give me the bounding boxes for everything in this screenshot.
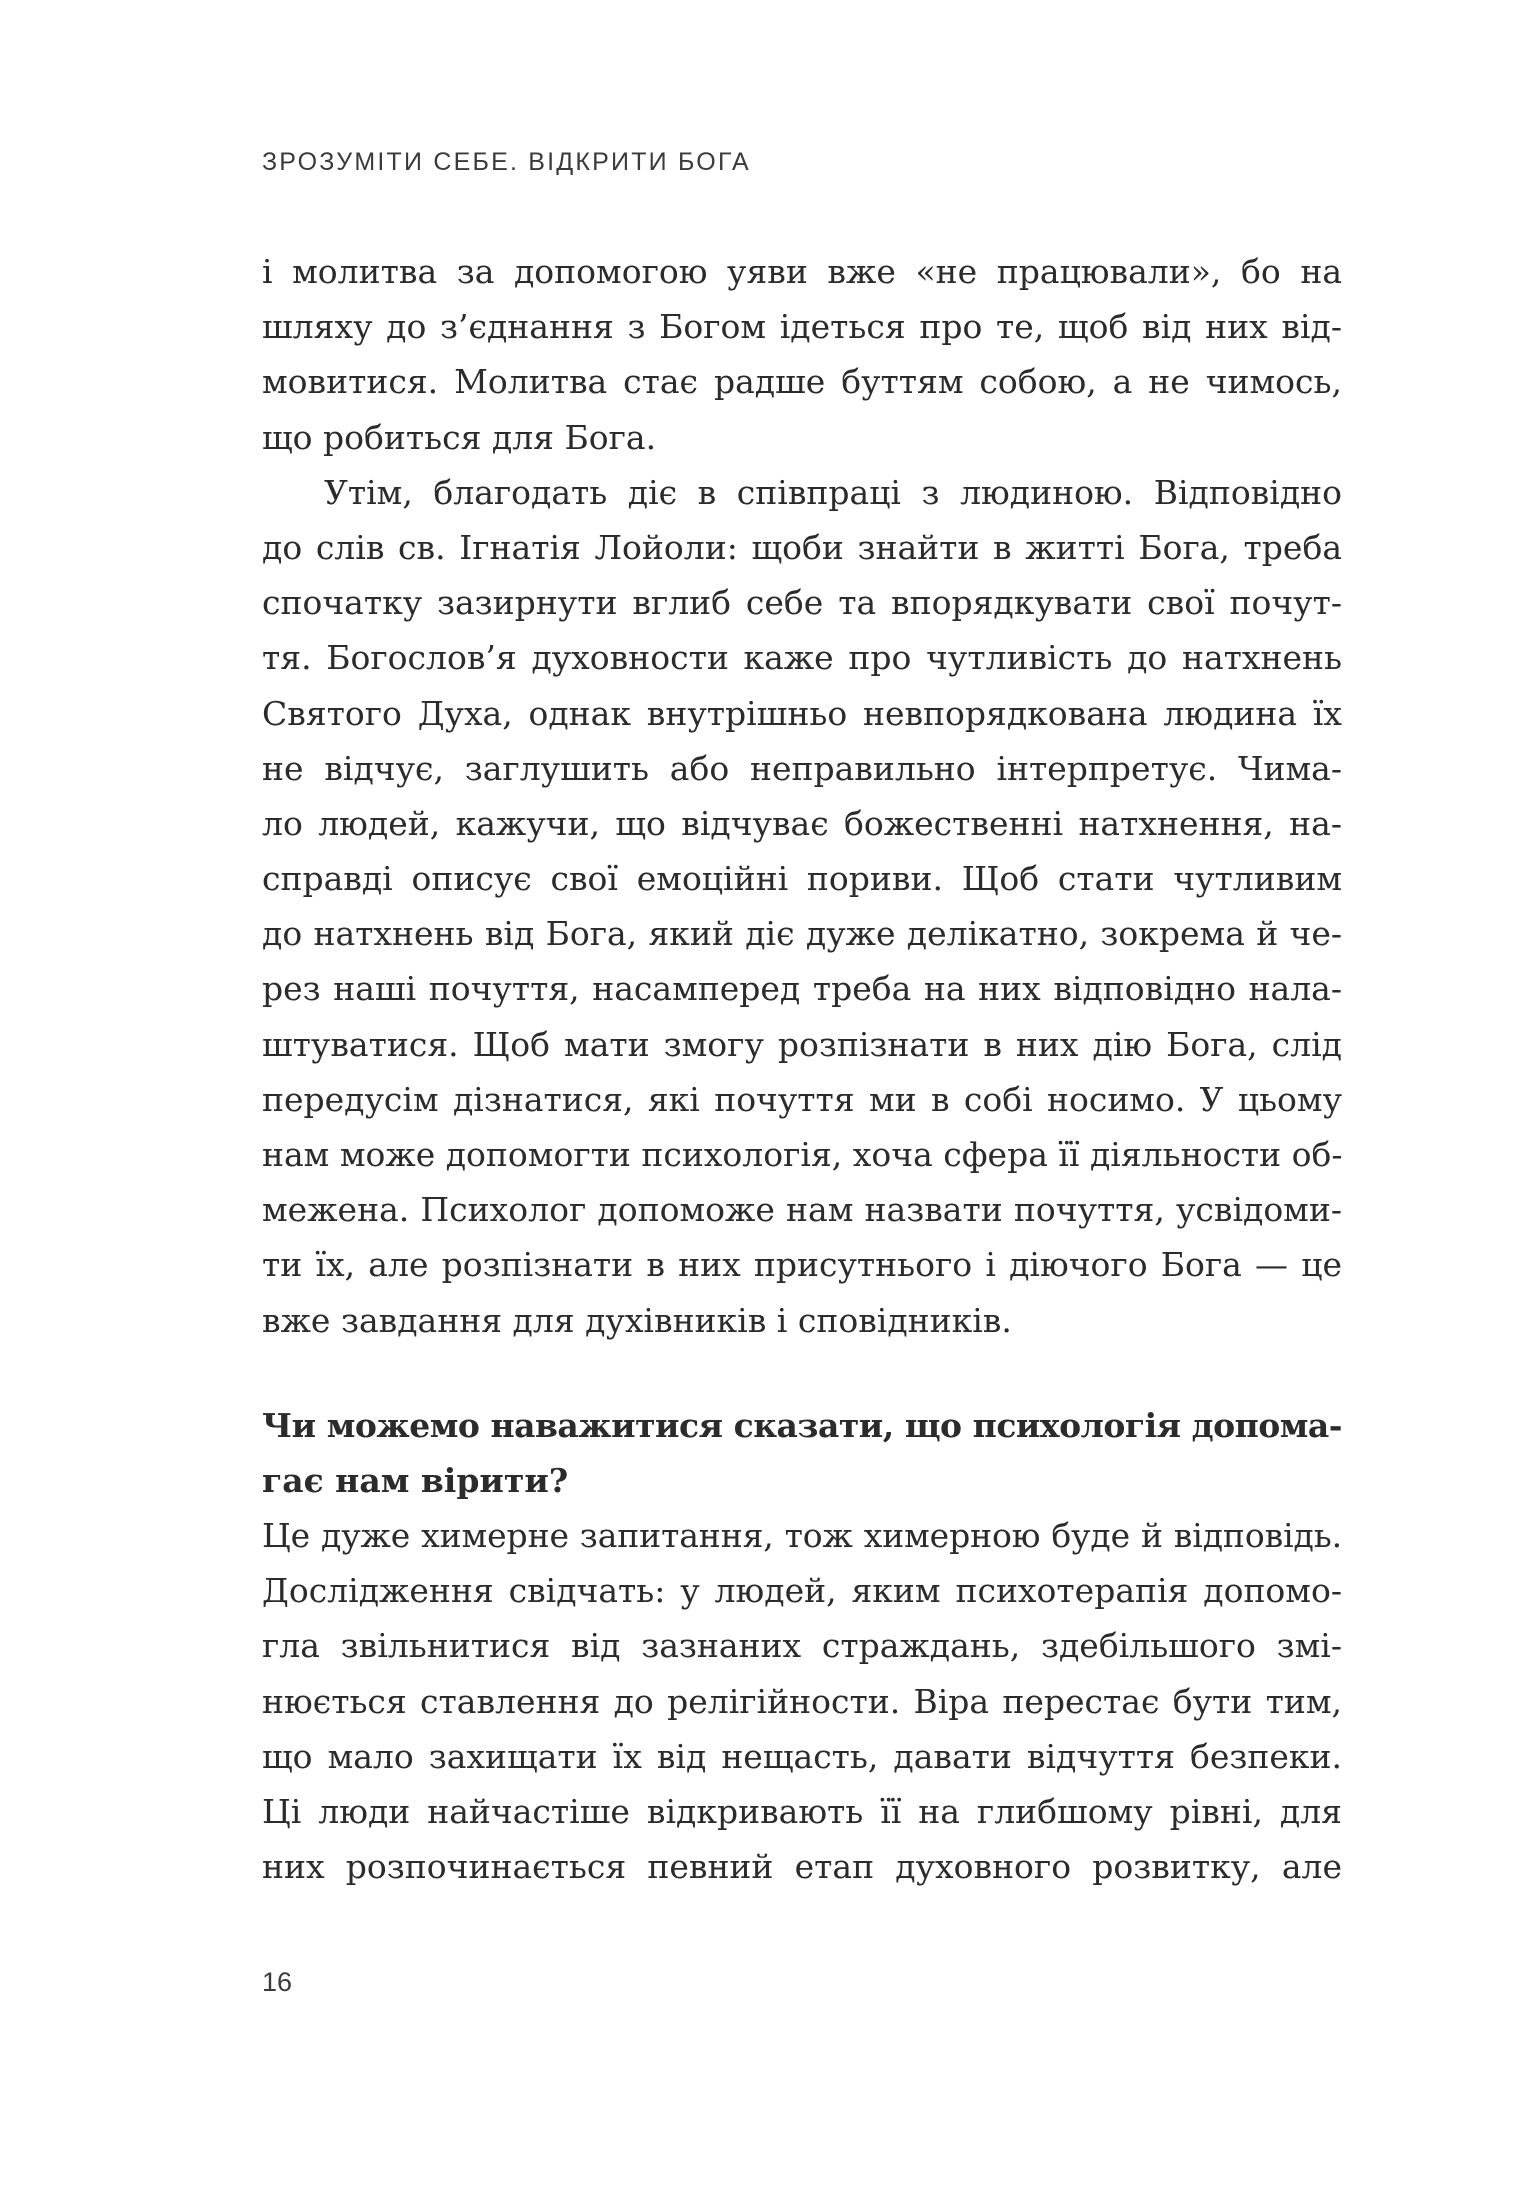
text-line: Утім, благодать діє в співпраці з людиною. Відповідно: [324, 472, 1342, 512]
running-head: ЗРОЗУМІТИ СЕБЕ. ВІДКРИТИ БОГА: [262, 148, 751, 176]
text-line: вже завдання для духівників і сповідників.: [262, 1300, 1012, 1340]
text-line: мовитися. Молитва стає радше буттям собою, а не чимось,: [262, 362, 1342, 402]
text-line: них розпочинається певний етап духовного розвитку, але: [262, 1847, 1342, 1887]
section-heading: [262, 1398, 1342, 1508]
text-line: не відчує, заглушить або неправильно інтерпретує. Чима-: [262, 748, 1342, 788]
text-line: що робиться для Бога.: [262, 417, 657, 457]
body-text: [262, 244, 1342, 1348]
text-line: до натхнень від Бога, який діє дуже делікатно, зокрема й че-: [262, 914, 1342, 954]
text-line: ти їх, але розпізнати в них присутнього і діючого Бога — це: [262, 1245, 1342, 1285]
text-line: справді описує свої емоційні пориви. Щоб стати чутливим: [262, 859, 1342, 899]
paragraph: [262, 465, 1342, 1348]
text-line: Це дуже химерне запитання, тож химерною буде й відповідь.: [262, 1516, 1342, 1555]
paragraph: [262, 244, 1342, 465]
text-line: гла звільнитися від зазнаних страждань, здебільшого змі-: [262, 1626, 1342, 1666]
text-line: тя. Богослов’я духовности каже про чутливість до натхнень: [262, 638, 1342, 678]
text-line: нюється ставлення до релігійности. Віра перестає бути тим,: [262, 1681, 1342, 1721]
text-line: межена. Психолог допоможе нам назвати почуття, усвідоми-: [262, 1190, 1342, 1230]
page-number: 16: [262, 1967, 293, 1997]
text-line: шляху до з’єднання з Богом ідеться про те, щоб від них від-: [262, 307, 1342, 347]
text-line: Дослідження свідчать: у людей, яким психотерапія допомо-: [262, 1571, 1342, 1611]
text-line: передусім дізнатися, які почуття ми в собі носимо. У цьому: [262, 1079, 1342, 1119]
text-line: Святого Духа, однак внутрішньо невпорядкована людина їх: [262, 693, 1342, 733]
text-line: штуватися. Щоб мати змогу розпізнати в них дію Бога, слід: [262, 1024, 1342, 1064]
text-line: ло людей, кажучи, що відчуває божественні натхнення, на-: [262, 803, 1342, 843]
text-line: спочатку зазирнути вглиб себе та впорядкувати свої почут-: [262, 583, 1342, 623]
text-line: і молитва за допомогою уяви вже «не працювали», бо на: [262, 252, 1342, 291]
text-line: до слів св. Ігнатія Лойоли: щоби знайти в житті Бога, треба: [262, 527, 1342, 567]
body-text: [262, 1508, 1342, 1894]
heading-line: Чи можемо наважитися сказати, що психологія допома-: [262, 1406, 1342, 1445]
paragraph: [262, 1508, 1342, 1894]
text-line: Ці люди найчастіше відкривають її на глибшому рівні, для: [262, 1791, 1342, 1831]
text-line: що мало захищати їх від нещасть, давати відчуття безпеки.: [262, 1736, 1342, 1776]
text-line: рез наші почуття, насамперед треба на них відповідно нала-: [262, 969, 1342, 1009]
text-line: нам може допомогти психологія, хоча сфера її діяльности об-: [262, 1135, 1343, 1174]
heading-line: гає нам вірити?: [262, 1461, 569, 1501]
